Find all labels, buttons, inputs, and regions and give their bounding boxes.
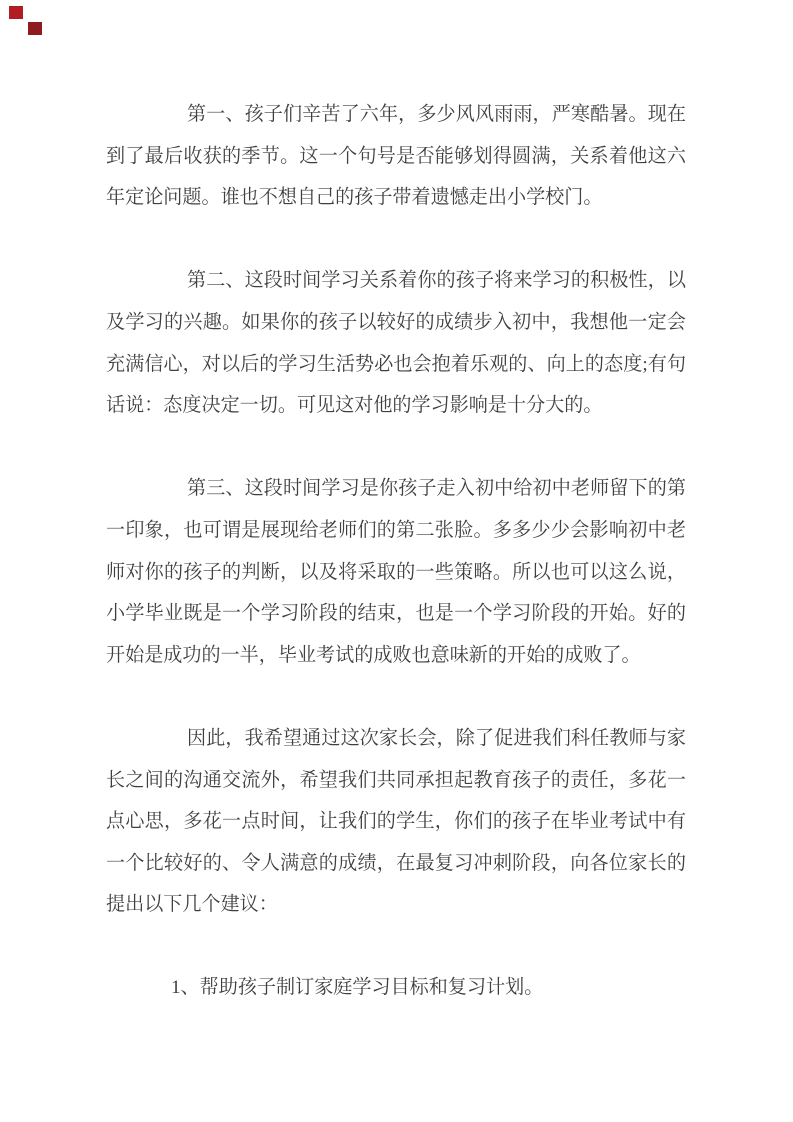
paragraph-first: 第一、孩子们辛苦了六年，多少风风雨雨，严寒酷暑。现在到了最后收获的季节。这一个句号是否能够划得圆满，关系着他这六年定论问题。谁也不想自己的孩子带着遗憾走出小学校门。 [106, 104, 686, 209]
document-body [106, 94, 686, 1009]
list-item-suggestion-1: 1、帮助孩子制订家庭学习目标和复习计划。 [171, 977, 544, 999]
paragraph-second: 第二、这段时间学习关系着你的孩子将来学习的积极性，以及学习的兴趣。如果你的孩子以较好的成绩步入初中，我想他一定会充满信心，对以后的学习生活势必也会抱着乐观的、向上的态度;有句话说：态度决定一切。可见这对他的学习影响是十分大的。 [106, 270, 686, 417]
site-logo-mark-icon [28, 22, 42, 35]
paragraph-third: 第三、这段时间学习是你孩子走入初中给初中老师留下的第一印象，也可谓是展现给老师们的第二张脸。多多少少会影响初中老师对你的孩子的判断，以及将采取的一些策略。所以也可以这么说，小学毕业既是一个学习阶段的结束，也是一个学习阶段的开始。好的开始是成功的一半，毕业考试的成败也意味新的开始的成败了。 [106, 478, 686, 666]
paragraph-therefore: 因此，我希望通过这次家长会，除了促进我们科任教师与家长之间的沟通交流外，希望我们共同承担起教育孩子的责任，多花一点心思，多花一点时间，让我们的学生，你们的孩子在毕业考试中有一个比较好的、令人满意的成绩，在最复习冲刺阶段，向各位家长的提出以下几个建议： [106, 727, 686, 916]
site-logo-mark-icon [9, 6, 23, 19]
